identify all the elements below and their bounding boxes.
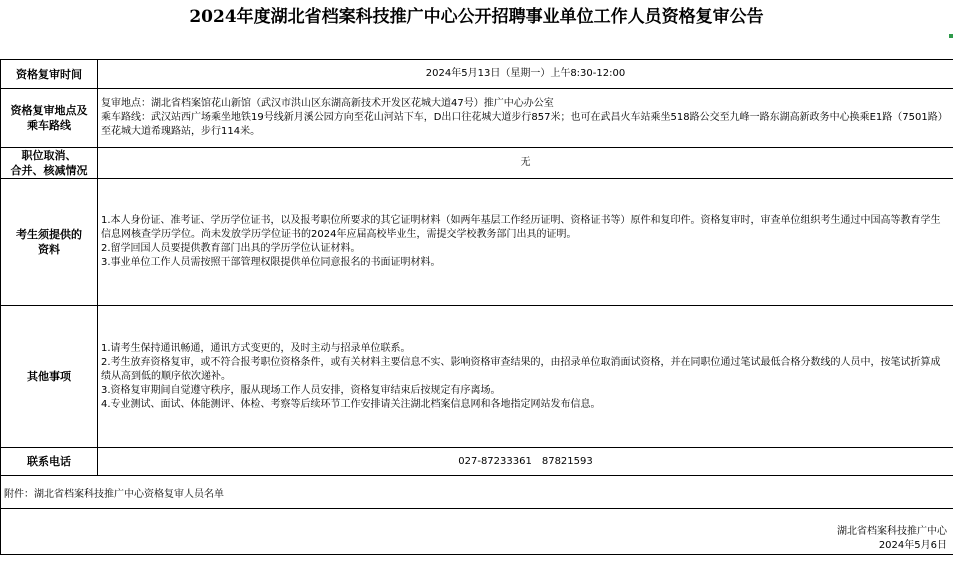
- table-row-materials: [1, 179, 953, 306]
- signature-org: 湖北省档案科技推广中心: [837, 526, 947, 537]
- materials-item-2: 2.留学回国人员要提供教育部门出具的学历学位认证材料。: [101, 243, 361, 254]
- value-phone: 027-87233361 87821593: [98, 448, 953, 476]
- page-title: 2024年度湖北省档案科技推广中心公开招聘事业单位工作人员资格复审公告: [189, 7, 764, 27]
- label-place: [1, 89, 98, 148]
- table-row-signature: [1, 509, 953, 555]
- label-time: 资格复审时间: [1, 60, 98, 89]
- signature-block: [1, 509, 953, 555]
- value-place: [98, 89, 953, 148]
- materials-item-1: 1.本人身份证、准考证、学历学位证书，以及报考职位所要求的其它证明材料（如两年基层工作经历证明、资格证书等）原件和复印件。资格复审时，审查单位组织考生通过中国高等教育学生信息网核查学历学位。尚未发放学历学位证书的2024年应届高校毕业生，需提交学校教务部门出具的证明。: [101, 215, 941, 240]
- label-cancel-line2: 合并、核减情况: [10, 164, 88, 177]
- value-materials: [98, 179, 953, 306]
- materials-item-3: 3.事业单位工作人员需按照干部管理权限提供单位同意报名的书面证明材料。: [101, 257, 441, 268]
- place-route: 乘车路线：武汉站西广场乘坐地铁19号线新月溪公园方向至花山河站下车，D出口往花城大道步行857米；也可在武昌火车站乘坐518路公交至九峰一路东湖高新政务中心换乘E1路（7501路）至花城大道希瑰路站，步行114米。: [101, 112, 948, 137]
- signature-date: 2024年5月6日: [878, 540, 947, 551]
- label-place-line1: 资格复审地点及: [10, 104, 88, 117]
- table-row-attachment: [1, 476, 953, 509]
- value-time: 2024年5月13日（星期一）上午8:30-12:00: [98, 60, 953, 89]
- other-item-2: 2.考生放弃资格复审，或不符合报考职位资格条件，或有关材料主要信息不实、影响资格审查结果的，由招录单位取消面试资格，并在同职位通过笔试最低合格分数线的人员中，按笔试折算成绩从高到低的顺序依次递补。: [101, 356, 941, 382]
- table-row-place: [1, 89, 953, 148]
- table-row-phone: [1, 448, 953, 476]
- label-phone: 联系电话: [1, 448, 98, 476]
- label-materials: [1, 179, 98, 306]
- table-row-cancel: [1, 148, 953, 179]
- label-materials-line1: 考生须提供的: [16, 228, 82, 241]
- label-cancel: [1, 148, 98, 179]
- label-place-line2: 乘车路线: [27, 119, 71, 132]
- other-item-3: 3.资格复审期间自觉遵守秩序，服从现场工作人员安排，资格复审结束后按规定有序离场。: [101, 384, 501, 396]
- label-materials-line2: 资料: [38, 243, 60, 256]
- label-other: 其他事项: [1, 306, 98, 448]
- value-other: [98, 306, 953, 448]
- label-cancel-line1: 职位取消、: [21, 149, 77, 162]
- other-item-4: 4.专业测试、面试、体能测评、体检、考察等后续环节工作安排请关注湖北档案信息网和各地指定网站发布信息。: [101, 398, 601, 410]
- other-item-1: 1.请考生保持通讯畅通，通讯方式变更的，及时主动与招录单位联系。: [101, 342, 411, 354]
- value-cancel: 无: [98, 148, 953, 179]
- scrollbar-marker: [949, 34, 953, 38]
- place-address: 复审地点：湖北省档案馆花山新馆（武汉市洪山区东湖高新技术开发区花城大道47号）推广中心办公室: [101, 98, 554, 109]
- attachment-text: 附件：湖北省档案科技推广中心资格复审人员名单: [1, 476, 953, 509]
- table-row-other: [1, 306, 953, 448]
- info-table: [0, 59, 953, 555]
- table-row-time: [1, 60, 953, 89]
